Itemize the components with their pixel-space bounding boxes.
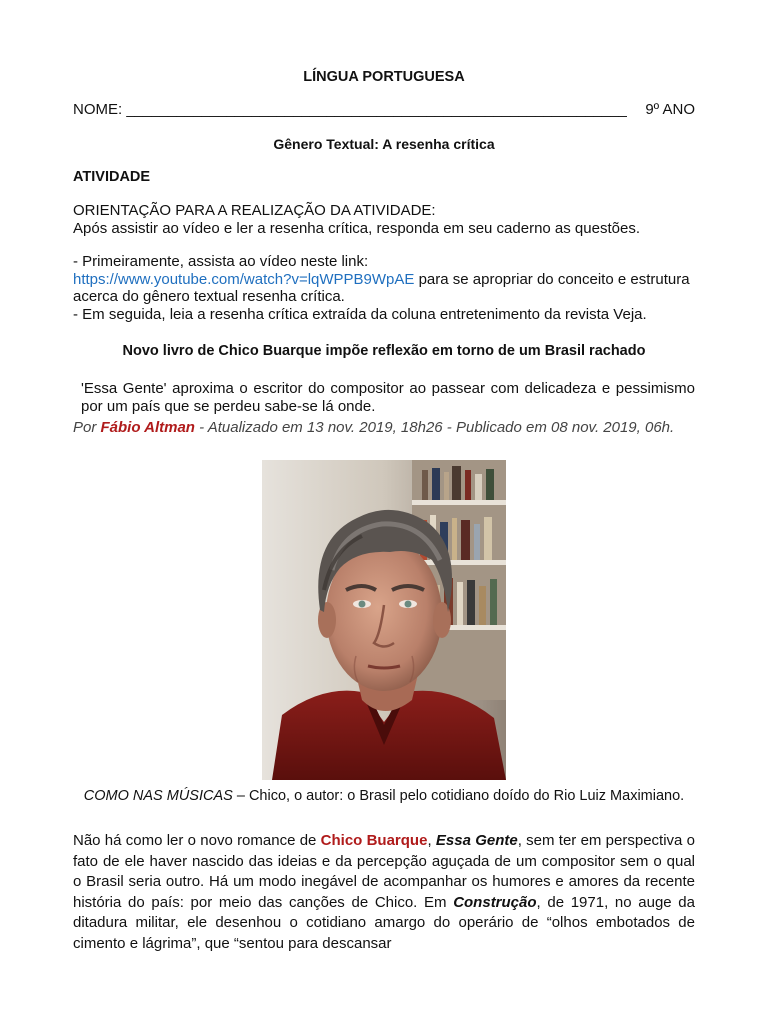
body-text-1: Não há como ler o novo romance de — [73, 832, 321, 849]
steps-section — [73, 253, 695, 323]
name-line — [73, 101, 695, 119]
author-link[interactable]: Chico Buarque — [320, 832, 428, 849]
orientation-section — [73, 202, 695, 237]
article-subheadline: 'Essa Gente' aproxima o escritor do compositor ao passear com delicadeza e pessimismo por um país que se perdeu sabe-se lá onde. — [81, 380, 695, 415]
article-byline — [73, 419, 695, 436]
grade-label: 9º ANO — [645, 101, 695, 118]
body-text-2: , — [427, 832, 436, 849]
name-field-label: NOME: ____________________________________________________________ — [73, 101, 627, 118]
step-two: - Em seguida, leia a resenha crítica extraída da coluna entretenimento da revista Veja. — [73, 305, 647, 323]
body-text-4: , de 1971, no auge da ditadura militar, ele desenhou o cotidiano amargo do operário de “olhos embotados de cimento e lágrima”, que “sentou para descansar — [73, 893, 695, 952]
step-one — [73, 271, 695, 306]
byline-dates: - Atualizado em 13 nov. 2019, 18h26 - Publicado em 08 nov. 2019, 06h. — [194, 419, 675, 436]
caption-italic: COMO NAS MÚSICAS — [83, 788, 233, 804]
step-one-prefix: - Primeiramente, assista ao vídeo neste link: — [73, 253, 369, 270]
activity-heading: ATIVIDADE — [73, 169, 151, 185]
body-text-3: , sem ter em perspectiva o fato de ele haver nascido das ideias e da percepção aguçada de um compositor sem o qual o Brasil seria outro. Há um modo inegável de acompanhar os humores e amores da recente história do país: por meio das canções de Chico. Em — [73, 832, 695, 911]
article-body — [73, 831, 695, 954]
book-title: Essa Gente — [435, 832, 518, 849]
song-title: Construção — [453, 893, 537, 911]
author-portrait — [262, 460, 506, 780]
genre-heading: Gênero Textual: A resenha crítica — [273, 136, 495, 152]
photo-caption — [73, 788, 695, 805]
orientation-heading: ORIENTAÇÃO PARA A REALIZAÇÃO DA ATIVIDADE: — [73, 202, 436, 219]
video-link[interactable]: https://www.youtube.com/watch?v=lqWPPB9WpAE — [73, 270, 415, 288]
byline-prefix: Por — [73, 419, 101, 436]
portrait-illustration — [262, 460, 506, 780]
orientation-line: Após assistir ao vídeo e ler a resenha crítica, responda em seu caderno as questões. — [73, 219, 640, 237]
article-headline: Novo livro de Chico Buarque impõe reflexão em torno de um Brasil rachado — [122, 343, 646, 359]
document-title: LÍNGUA PORTUGUESA — [303, 69, 465, 85]
author-name: Fábio Altman — [100, 419, 195, 436]
step-one-suffix: para se apropriar do conceito e estrutura acerca do gênero textual resenha crítica. — [73, 270, 690, 305]
caption-text: – Chico, o autor: o Brasil pelo cotidiano doído do Rio Luiz Maximiano. — [232, 788, 685, 804]
